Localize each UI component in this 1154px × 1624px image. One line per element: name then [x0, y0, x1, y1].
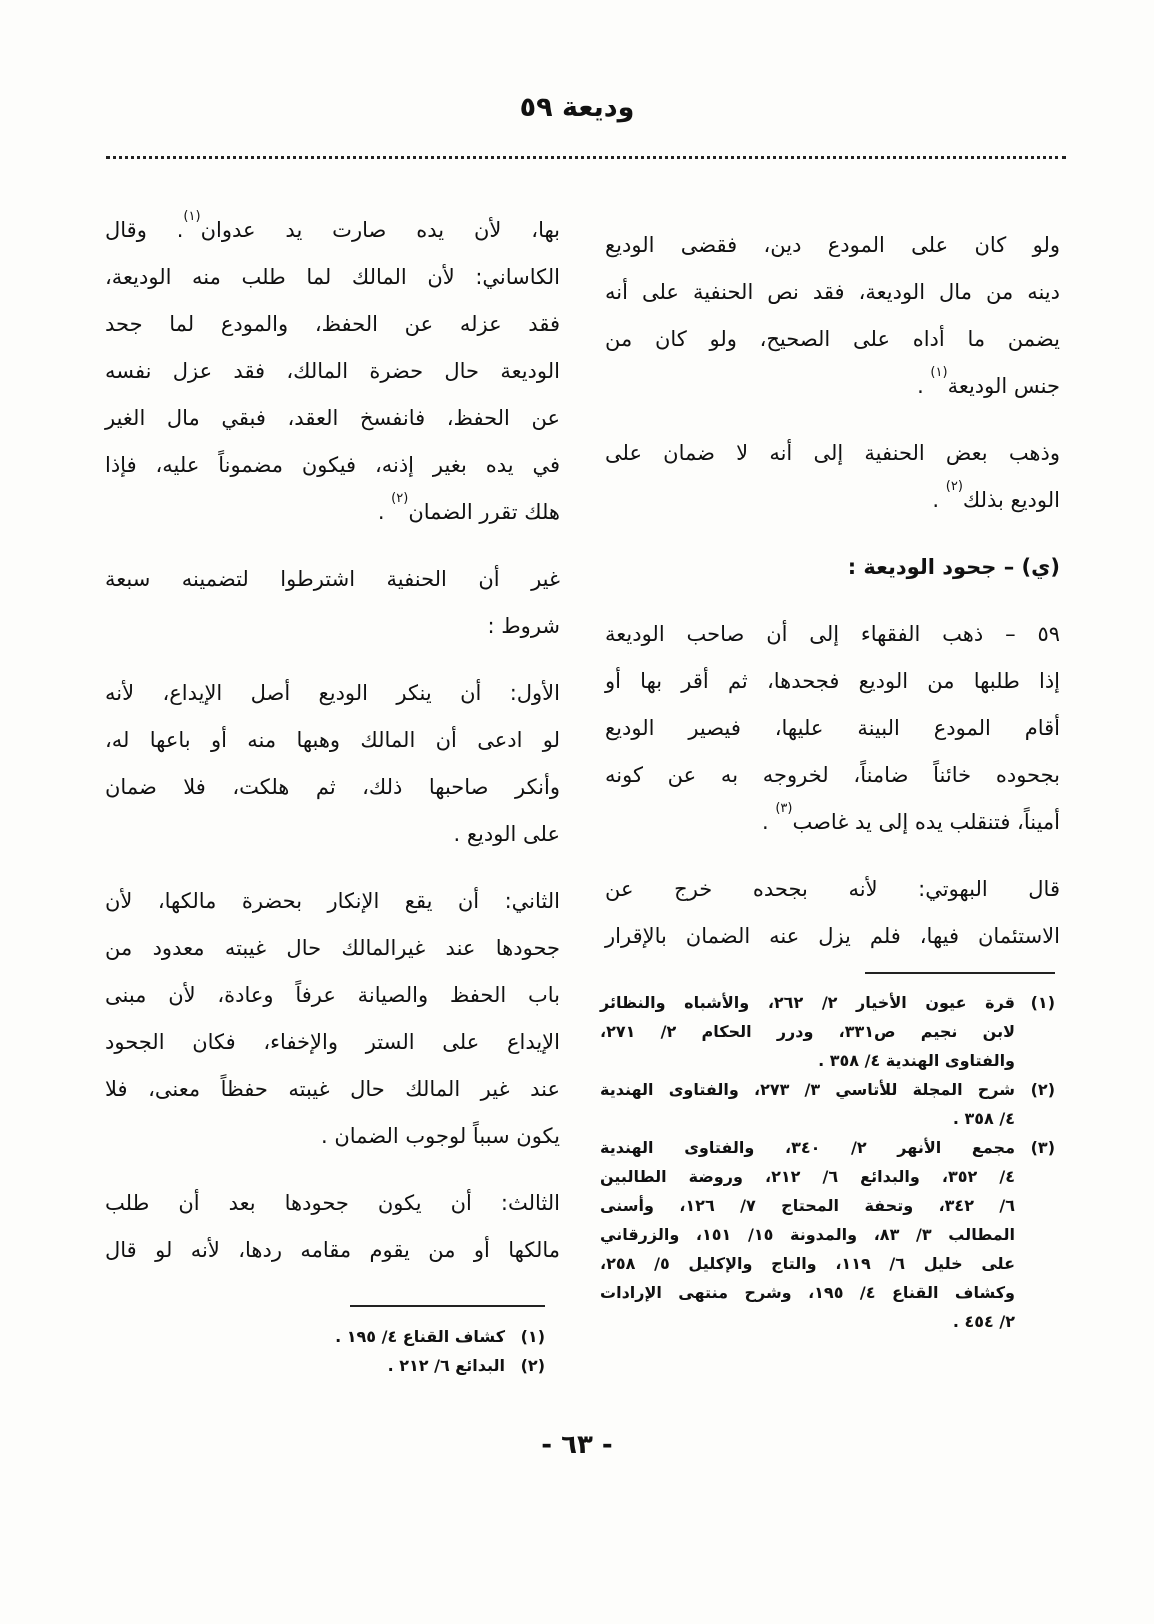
footnote-number: (٣)	[1030, 1138, 1055, 1157]
line-end: .	[377, 500, 392, 524]
footnote	[300, 1351, 545, 1380]
footnote-ref: (٢)	[945, 479, 963, 494]
footnote	[600, 1075, 1055, 1133]
text-line	[105, 717, 560, 764]
line-text: الوديع بذلك	[962, 488, 1060, 512]
line-end: .	[761, 810, 776, 834]
line-text: هلك تقرر الضمان	[408, 500, 560, 524]
line-text: أقام المودع البينة عليها، فيصير الوديع	[605, 716, 1060, 740]
footnote	[300, 1322, 545, 1351]
line-end: .	[917, 374, 931, 398]
line-end: .	[932, 488, 946, 512]
footnote-body	[600, 1075, 1015, 1133]
text-line	[105, 348, 560, 395]
text-line	[105, 878, 560, 925]
line-text: غير أن الحنفية اشترطوا لتضمينه سبعة	[105, 567, 560, 591]
paragraph	[605, 866, 1060, 960]
text-line	[105, 395, 560, 442]
line-text: بجحوده خائناً ضامناً، لخروجه به عن كونه	[605, 763, 1060, 787]
page-number: - ٦٣ -	[541, 1430, 613, 1460]
line-text: على الوديع .	[453, 822, 560, 846]
text-line	[105, 1019, 560, 1066]
right-column	[605, 222, 1060, 980]
paragraph	[105, 878, 560, 1160]
text-line	[605, 363, 1060, 410]
section-heading	[605, 544, 1060, 591]
text-line	[605, 611, 1060, 658]
line-text: باب الحفظ والصيانة عرفاً وعادة، لأن مبنى	[105, 983, 560, 1007]
paragraph	[105, 670, 560, 858]
footnote-number: (١)	[1030, 993, 1055, 1012]
text-line	[105, 1227, 560, 1274]
line-text: عن الحفظ، فانفسخ العقد، فبقي مال الغير	[105, 406, 560, 430]
footnote	[600, 1133, 1055, 1336]
text-line	[605, 799, 1060, 846]
paragraph	[105, 556, 560, 650]
footnote-line: وكشاف القناع ٤/ ١٩٥، وشرح منتهى الإرادات	[600, 1283, 1015, 1302]
text-line	[605, 316, 1060, 363]
text-line	[105, 764, 560, 811]
paragraph	[605, 611, 1060, 846]
line-text: يكون سبباً لوجوب الضمان .	[320, 1124, 560, 1148]
text-line	[605, 913, 1060, 960]
text-line	[105, 442, 560, 489]
footnote-line: لابن نجيم ص٣٣١، ودرر الحكام ٢/ ٢٧١،	[600, 1022, 1015, 1041]
text-line	[105, 603, 560, 650]
footnote-separator	[865, 972, 1055, 974]
footnote-ref: (٣)	[775, 801, 793, 816]
text-line	[105, 254, 560, 301]
line-text: جنس الوديعة	[947, 374, 1060, 398]
text-line	[105, 811, 560, 858]
text-line	[605, 477, 1060, 524]
text-line	[105, 925, 560, 972]
header-dotted-rule	[106, 156, 1066, 159]
line-text: الأول: أن ينكر الوديع أصل الإيداع، لأنه	[105, 681, 560, 705]
footnote-line: والفتاوى الهندية ٤/ ٣٥٨ .	[818, 1051, 1015, 1070]
line-text: ٥٩ – ذهب الفقهاء إلى أن صاحب الوديعة	[605, 622, 1060, 646]
line-text: الثالث: أن يكون جحودها بعد أن طلب	[105, 1191, 560, 1215]
left-column	[105, 207, 560, 1294]
footnote-line: ٤/ ٣٥٢، والبدائع ٦/ ٢١٢، وروضة الطالبين	[600, 1167, 1015, 1186]
line-text: الاستئمان فيها، فلم يزل عنه الضمان بالإقرار	[605, 924, 1060, 948]
text-line	[605, 269, 1060, 316]
line-text: دينه من مال الوديعة، فقد نص الحنفية على أنه	[605, 280, 1060, 304]
line-text: (ي) – جحود الوديعة :	[847, 555, 1060, 579]
line-text: وأنكر صاحبها ذلك، ثم هلكت، فلا ضمان	[105, 775, 560, 799]
text-line	[105, 207, 560, 254]
text-line	[105, 556, 560, 603]
line-end: . وقال	[105, 218, 184, 242]
footnote-ref: (٢)	[391, 491, 409, 506]
line-text: مالكها أو من يقوم مقامه ردها، لأنه لو قال	[105, 1238, 560, 1262]
line-text: إذا طلبها من الوديع فجحدها، ثم أقر بها أو	[605, 669, 1060, 693]
text-line	[605, 752, 1060, 799]
footnote-body	[300, 1322, 505, 1351]
text-line	[605, 658, 1060, 705]
paragraph	[105, 1180, 560, 1274]
paragraph	[605, 222, 1060, 410]
footnote-body	[300, 1351, 505, 1380]
running-header: وديعة ٥٩	[519, 92, 635, 123]
line-text: الوديعة حال حضرة المالك، فقد عزل نفسه	[105, 359, 560, 383]
footnote-line: ٦/ ٣٤٢، وتحفة المحتاج ٧/ ١٢٦، وأسنى	[600, 1196, 1015, 1215]
footnote-line: ٢/ ٤٥٤ .	[952, 1312, 1015, 1331]
footnote-line: شرح المجلة للأتاسي ٣/ ٢٧٣، والفتاوى الهندية	[600, 1080, 1015, 1099]
footnote-line: مجمع الأنهر ٢/ ٣٤٠، والفتاوى الهندية	[600, 1138, 1015, 1157]
footnote-body	[600, 1133, 1015, 1336]
footnote-ref: (١)	[930, 365, 948, 380]
text-line	[605, 544, 1060, 591]
footnotes-left	[300, 1322, 545, 1380]
line-text: لو ادعى أن المالك وهبها منه أو باعها له،	[105, 728, 560, 752]
footnote-line: على خليل ٦/ ١١٩، والتاج والإكليل ٥/ ٢٥٨،	[600, 1254, 1015, 1273]
line-text: الثاني: أن يقع الإنكار بحضرة مالكها، لأن	[105, 889, 560, 913]
text-line	[105, 1066, 560, 1113]
paragraph	[605, 430, 1060, 524]
line-text: يضمن ما أداه على الصحيح، ولو كان من	[605, 327, 1060, 351]
footnote-line: المطالب ٣/ ٨٣، والمدونة ١٥/ ١٥١، والزرقاني	[600, 1225, 1016, 1244]
footnote-separator	[350, 1305, 545, 1307]
line-text: الإيداع على الستر والإخفاء، فكان الجحود	[105, 1030, 560, 1054]
text-line	[605, 705, 1060, 752]
text-line	[105, 489, 560, 536]
footnote-line: ٤/ ٣٥٨ .	[952, 1109, 1015, 1128]
text-line	[105, 670, 560, 717]
footnote-line: قرة عيون الأخيار ٢/ ٢٦٢، والأشباه والنظائر	[600, 993, 1015, 1012]
text-line	[105, 1180, 560, 1227]
footnote	[600, 988, 1055, 1075]
footnote-line: البدائع ٦/ ٢١٢ .	[387, 1356, 505, 1375]
footnote-number: (٢)	[1030, 1080, 1055, 1099]
line-text: عند غير المالك حال غيبته حفظاً معنى، فلا	[105, 1077, 560, 1101]
line-text: وذهب بعض الحنفية إلى أنه لا ضمان على	[605, 441, 1060, 465]
line-text: قال البهوتي: لأنه بجحده خرج عن	[605, 877, 1060, 901]
line-text: شروط :	[487, 614, 560, 638]
line-text: في يده بغير إذنه، فيكون مضموناً عليه، فإذا	[105, 453, 560, 477]
footnote-number: (١)	[520, 1327, 545, 1346]
line-text: جحودها عند غيرالمالك حال غيبته معدود من	[105, 936, 560, 960]
footnote-line: كشاف القناع ٤/ ١٩٥ .	[335, 1327, 505, 1346]
text-line	[605, 430, 1060, 477]
line-text: الكاساني: لأن المالك لما طلب منه الوديعة،	[105, 265, 560, 289]
footnote-number: (٢)	[520, 1356, 545, 1375]
paragraph	[105, 207, 560, 536]
text-line	[605, 866, 1060, 913]
text-line	[105, 301, 560, 348]
line-text: فقد عزله عن الحفظ، والمودع لما جحد	[105, 312, 560, 336]
footnote-ref: (١)	[183, 209, 201, 224]
text-line	[105, 972, 560, 1019]
line-text: بها، لأن يده صارت يد عدوان	[200, 218, 560, 242]
line-text: ولو كان على المودع دين، فقضى الوديع	[605, 233, 1060, 257]
footnote-body	[600, 988, 1015, 1075]
text-line	[105, 1113, 560, 1160]
footnotes-right	[600, 988, 1055, 1336]
line-text: أميناً، فتنقلب يده إلى يد غاصب	[792, 810, 1060, 834]
text-line	[605, 222, 1060, 269]
